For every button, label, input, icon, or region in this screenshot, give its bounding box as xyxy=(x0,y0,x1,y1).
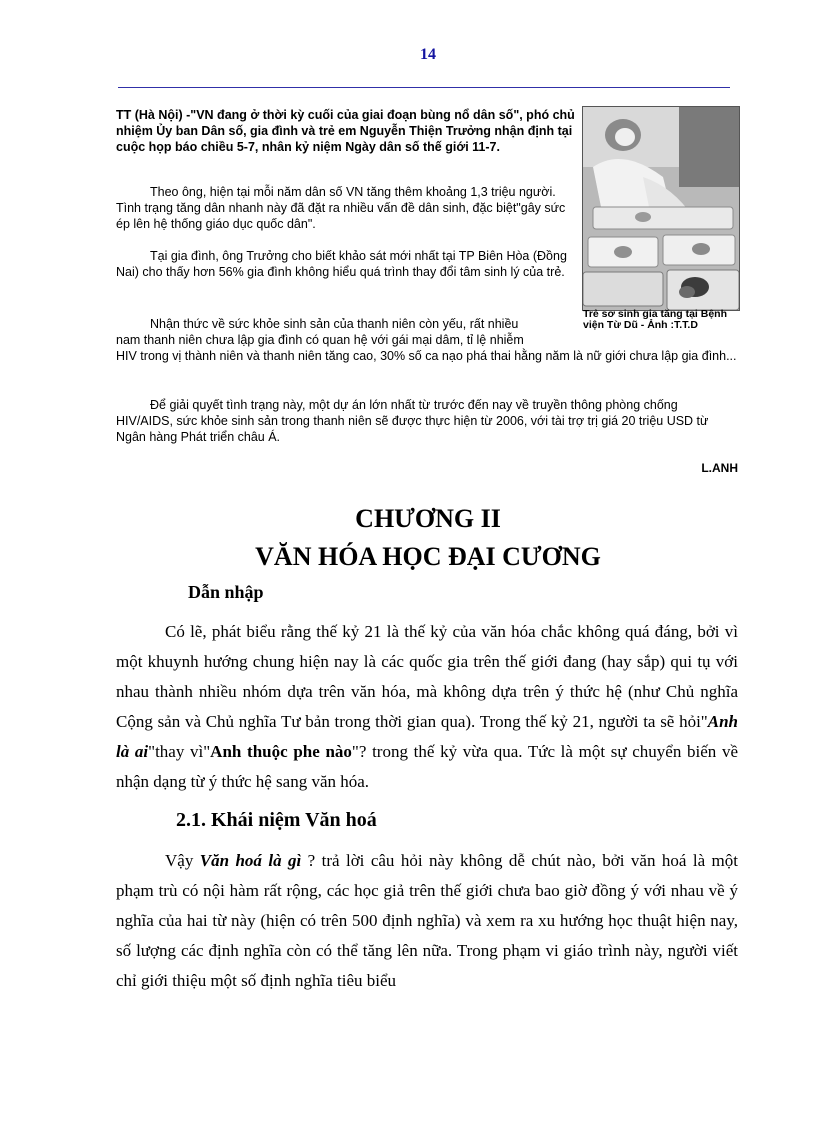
newborn-ward-photo xyxy=(582,106,740,311)
news-paragraph-3-line-2: nam thanh niên chưa lập gia đình có quan hệ với gái mại dâm, tỉ lệ nhiễm xyxy=(116,333,524,347)
news-lead: TT (Hà Nội) -"VN đang ở thời kỳ cuối của giai đoạn bùng nổ dân số", phó chủ nhiệm Ủy ban Dân số, gia đình và trẻ em Nguyễn Thiện Trưởng nhận định tại cuộc họp báo chiều 5-7, nhân kỷ niệm Ngày dân số thế giới 11-7. xyxy=(116,108,575,154)
section-paragraph xyxy=(116,846,738,996)
section-text-2: ? trả lời câu hỏi này không dễ chút nào, bởi văn hoá là một phạm trù có nội hàm rất rộng, các học giả trên thế giới chưa bao giờ đồng ý với nhau về ý nghĩa của hai từ này (hiện có trên 500 định nghĩa) và xem ra xu hướng học thuật hiện nay, số lượng các định nghĩa còn có thể tăng lên nữa. Trong phạm vi giáo trình này, người viết chỉ giới thiệu một số định nghĩa tiêu biểu xyxy=(116,851,738,990)
intro-text-3: "? trong thế kỷ vừa qua. Tức là một sự chuyển biến về nhận dạng từ ý thức hệ sang văn hóa. xyxy=(116,742,738,791)
news-paragraph-1: Theo ông, hiện tại mỗi năm dân số VN tăng thêm khoảng 1,3 triệu người. Tình trạng tăng dân nhanh này đã đặt ra nhiều vấn đề dân sinh, đặc biệt"gây sức ép lên hệ thống giáo dục quốc dân". xyxy=(116,185,566,231)
section-heading: 2.1. Khái niệm Văn hoá xyxy=(176,809,377,831)
intro-text-2: "thay vì" xyxy=(148,742,211,761)
photo-caption: Trẻ sơ sinh gia tăng tại Bệnh viện Từ Dũ - Ảnh :T.T.D xyxy=(583,308,727,331)
section-emphasis: Văn hoá là gì xyxy=(199,851,302,870)
intro-emphasis-2: Anh thuộc phe nào xyxy=(210,742,352,761)
news-paragraph-4: Để giải quyết tình trạng này, một dự án lớn nhất từ trước đến nay về truyền thông phòng chống HIV/AIDS, sức khỏe sinh sản trong thanh niên sẽ được thực hiện từ 2006, với tài trợ trị giá 20 triệu USD từ Ngân hàng Phát triển châu Á. xyxy=(116,398,709,444)
news-paragraph-2: Tại gia đình, ông Trưởng cho biết khảo sát mới nhất tại TP Biên Hòa (Đồng Nai) cho thấy hơn 56% gia đình không hiểu quá trình thay đổi tâm sinh lý của trẻ. xyxy=(116,249,567,279)
news-signature: L.ANH xyxy=(701,461,738,475)
chapter-number: CHƯƠNG II xyxy=(355,504,501,533)
intro-text-1: Có lẽ, phát biểu rằng thế kỷ 21 là thế kỷ của văn hóa chắc không quá đáng, bởi vì một khuynh hướng chung hiện nay là các quốc gia trên thế giới đang (hay sắp) qui tụ với nhau thành nhiều nhóm dựa trên văn hóa, mà không dựa trên ý thức hệ (như Chủ nghĩa Cộng sản và Chủ nghĩa Tư bản trong thời gian qua). Trong thế kỷ 21, người ta sẽ hỏi" xyxy=(116,622,738,731)
intro-paragraph xyxy=(116,617,738,797)
page-number: 14 xyxy=(420,46,436,63)
news-paragraph-3-rest: HIV trong vị thành niên và thanh niên tăng cao, 30% số ca nạo phá thai hằng năm là nữ giới chưa lập gia đình... xyxy=(116,349,737,363)
section-text-1: Vậy xyxy=(165,851,200,870)
news-paragraph-3-line-1: Nhận thức về sức khỏe sinh sản của thanh niên còn yếu, rất nhiều xyxy=(150,317,519,331)
intro-heading: Dẫn nhập xyxy=(188,582,264,602)
intro-emphasis-1: Anh là ai xyxy=(116,712,738,761)
header-rule xyxy=(118,87,730,88)
chapter-title: VĂN HÓA HỌC ĐẠI CƯƠNG xyxy=(255,542,601,571)
